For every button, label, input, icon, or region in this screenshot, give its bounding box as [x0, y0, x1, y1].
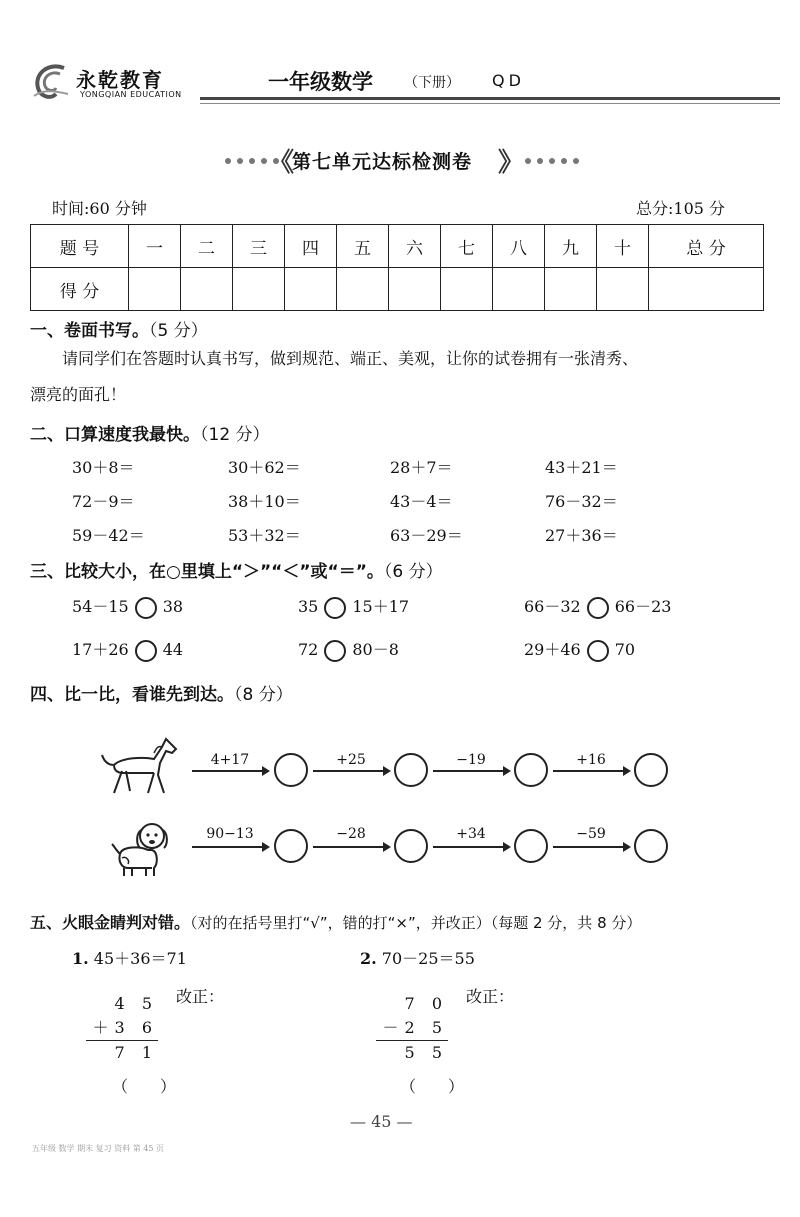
section-2-title: 二、口算速度我最快。: [30, 425, 200, 445]
compare-item: [72, 594, 183, 619]
header-cell: 题 号: [31, 225, 129, 268]
section-4-points: （8 分）: [234, 685, 293, 705]
compare-circle[interactable]: [587, 597, 609, 619]
mental-math-item: 53＋32＝: [228, 526, 301, 545]
header-rule-thin: [200, 103, 780, 104]
header-cell: 总 分: [649, 225, 764, 268]
answer-circle[interactable]: [274, 753, 308, 787]
time-limit: 时间:60 分钟: [52, 199, 147, 218]
header-cell: 一: [129, 225, 181, 268]
compare-item: [524, 637, 635, 662]
score-blank-cell[interactable]: [129, 268, 181, 311]
unit-title: 第七单元达标检测卷: [292, 151, 473, 173]
score-label-cell: 得 分: [31, 268, 129, 311]
mental-math-item: 76－32＝: [545, 492, 618, 511]
compare-right: 80－8: [352, 640, 399, 659]
dog-op-label: −59: [576, 826, 606, 842]
compare-circle[interactable]: [324, 597, 346, 619]
vertical-top: 7 0: [404, 994, 448, 1013]
horse-op-label: +16: [576, 752, 606, 768]
compare-circle[interactable]: [324, 640, 346, 662]
score-blank-cell[interactable]: [441, 268, 493, 311]
compare-right: 70: [614, 640, 636, 659]
answer-circle[interactable]: [634, 753, 668, 787]
correction-label: 改正：: [466, 987, 515, 1006]
subject-title: 一年级数学: [268, 70, 373, 94]
mental-math-item: 38＋10＝: [228, 492, 301, 511]
header-cell: 二: [181, 225, 233, 268]
compare-left: 54－15: [72, 597, 129, 616]
logo-swirl-icon: [30, 60, 72, 102]
correction-label: 改正：: [176, 987, 225, 1006]
compare-circle[interactable]: [135, 640, 157, 662]
compare-item: [298, 594, 409, 619]
score-blank-cell[interactable]: [493, 268, 545, 311]
vertical-result: 7 1: [86, 1040, 158, 1065]
compare-circle[interactable]: [587, 640, 609, 662]
problem-expression: 70－25＝55: [381, 949, 475, 968]
section-1-title: 一、卷面书写。: [30, 321, 149, 341]
volume-label: （下册）: [404, 75, 460, 91]
mental-math-item: 30＋8＝: [72, 458, 135, 477]
arrow-right-icon: [313, 846, 389, 848]
answer-circle[interactable]: [274, 829, 308, 863]
header-cell: 八: [493, 225, 545, 268]
mental-math-item: 43＋21＝: [545, 458, 618, 477]
mental-math-item: 59－42＝: [72, 526, 145, 545]
vertical-calc-2: [376, 992, 448, 1065]
judge-problem-2: [360, 946, 475, 969]
compare-item: [524, 594, 671, 619]
section-5-title: 五、火眼金睛判对错。: [30, 913, 191, 932]
header-cell: 三: [233, 225, 285, 268]
problem-number: 1.: [72, 949, 89, 968]
compare-left: 72: [298, 640, 319, 659]
answer-paren[interactable]: （ ）: [112, 1077, 177, 1096]
mental-math-item: 72－9＝: [72, 492, 135, 511]
compare-left: 29＋46: [524, 640, 581, 659]
answer-circle[interactable]: [394, 753, 428, 787]
section-3-points: （6 分）: [383, 562, 443, 582]
header-cell: 七: [441, 225, 493, 268]
vertical-middle: －2 5: [382, 1018, 448, 1037]
section-1-text-line1: 请同学们在答题时认真书写，做到规范、端正、美观，让你的试卷拥有一张清秀、: [62, 349, 639, 368]
section-1-heading: [30, 316, 208, 341]
compare-circle[interactable]: [135, 597, 157, 619]
compare-right: 66－23: [614, 597, 672, 616]
score-blank-cell[interactable]: [649, 268, 764, 311]
score-blank-cell[interactable]: [181, 268, 233, 311]
total-score: 总分:105 分: [636, 199, 726, 218]
arrow-right-icon: [433, 770, 509, 772]
section-5-instructions: （对的在括号里打“√”，错的打“×”，并改正）（每题 2 分，共 8 分）: [190, 914, 642, 932]
header-rule: [200, 97, 780, 100]
compare-right: 38: [162, 597, 184, 616]
score-blank-cell[interactable]: [597, 268, 649, 311]
answer-circle[interactable]: [514, 829, 548, 863]
mental-math-item: 27＋36＝: [545, 526, 618, 545]
section-2-heading: [30, 420, 270, 445]
score-blank-cell[interactable]: [285, 268, 337, 311]
section-1-text-line2: 漂亮的面孔！: [30, 385, 127, 404]
decor-bracket-right-icon: 》: [498, 148, 525, 178]
brand-english: YONGQIAN EDUCATION: [80, 90, 182, 99]
vertical-calc-1: [86, 992, 158, 1065]
arrow-right-icon: [433, 846, 509, 848]
compare-item: [72, 637, 183, 662]
score-table: [30, 224, 764, 311]
horse-op-label: −19: [456, 752, 486, 768]
answer-paren[interactable]: （ ）: [400, 1077, 465, 1096]
score-blank-cell[interactable]: [233, 268, 285, 311]
arrow-right-icon: [192, 846, 268, 848]
section-2-points: （12 分）: [200, 425, 270, 445]
arrow-right-icon: [313, 770, 389, 772]
section-3-heading: [30, 557, 443, 582]
problem-expression: 45＋36＝71: [93, 949, 187, 968]
section-5-heading: [30, 910, 641, 933]
header-cell: 四: [285, 225, 337, 268]
answer-circle[interactable]: [514, 753, 548, 787]
dog-icon: [108, 820, 180, 880]
mental-math-item: 30＋62＝: [228, 458, 301, 477]
arrow-right-icon: [553, 846, 629, 848]
vertical-top: 4 5: [114, 994, 158, 1013]
decor-bracket-left-icon: 《: [268, 148, 295, 178]
section-4-heading: [30, 680, 293, 705]
score-header-row: [31, 225, 764, 268]
compare-right: 44: [162, 640, 184, 659]
header-cell: 十: [597, 225, 649, 268]
score-blank-cell[interactable]: [389, 268, 441, 311]
compare-left: 66－32: [524, 597, 581, 616]
dog-op-label: +34: [456, 826, 486, 842]
answer-circle[interactable]: [394, 829, 428, 863]
header-cell: 九: [545, 225, 597, 268]
horse-op-label: +25: [336, 752, 366, 768]
score-blank-cell[interactable]: [337, 268, 389, 311]
vertical-result: 5 5: [376, 1040, 448, 1065]
vertical-middle: ＋3 6: [92, 1018, 158, 1037]
edition-code: QD: [492, 71, 525, 90]
dog-op-label: 90−13: [206, 826, 254, 842]
brand-name: 永乾教育: [76, 68, 164, 92]
horse-icon: [100, 735, 180, 799]
arrow-right-icon: [192, 770, 268, 772]
arrow-right-icon: [553, 770, 629, 772]
score-value-row: [31, 268, 764, 311]
section-4-title: 四、比一比，看谁先到达。: [30, 685, 234, 705]
footer-note: 五年级 数学 期末 复习 资料 第 45 页: [32, 1144, 164, 1153]
compare-left: 35: [298, 597, 319, 616]
page-number: — 45 —: [350, 1112, 413, 1131]
answer-circle[interactable]: [634, 829, 668, 863]
header-cell: 五: [337, 225, 389, 268]
mental-math-item: 43－4＝: [390, 492, 453, 511]
judge-problem-1: [72, 946, 187, 969]
header-cell: 六: [389, 225, 441, 268]
mental-math-item: 28＋7＝: [390, 458, 453, 477]
mental-math-item: 63－29＝: [390, 526, 463, 545]
problem-number: 2.: [360, 949, 377, 968]
horse-op-label: 4+17: [210, 752, 250, 768]
section-1-points: （5 分）: [149, 321, 208, 341]
decor-dots-right-icon: [522, 155, 586, 167]
compare-item: [298, 637, 399, 662]
compare-right: 15＋17: [352, 597, 410, 616]
score-blank-cell[interactable]: [545, 268, 597, 311]
dog-op-label: −28: [336, 826, 366, 842]
compare-left: 17＋26: [72, 640, 129, 659]
section-3-title: 三、比较大小，在○里填上“＞”“＜”或“＝”。: [30, 562, 384, 582]
